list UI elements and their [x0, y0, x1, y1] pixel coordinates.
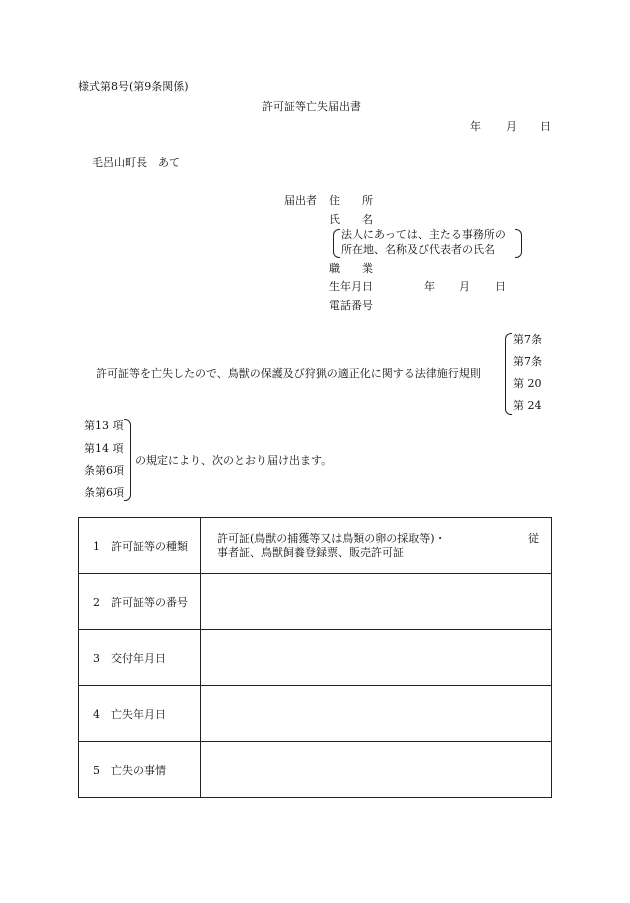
- permit-type-line-2: 事者証、鳥獣飼養登録票、販売許可証: [217, 545, 404, 559]
- paragraph-1: 第13 項: [84, 419, 124, 432]
- name-label: 氏 名: [329, 213, 373, 226]
- permit-type-line-1-tail: 従: [528, 531, 539, 545]
- occupation-label: 職 業: [329, 262, 373, 275]
- table-row: [79, 686, 552, 742]
- row-label: 5 亡失の事情: [79, 742, 201, 798]
- body-closing-text: の規定により、次のとおり届け出ます。: [135, 454, 333, 467]
- row-label: 3 交付年月日: [79, 630, 201, 686]
- paragraph-2: 第14 項: [84, 442, 124, 455]
- birth-month-label: 月: [459, 280, 470, 293]
- birthdate-label: 生年月日: [329, 280, 373, 293]
- paragraphs-bracket: [124, 419, 131, 501]
- corp-note-line-1: 法人にあっては、主たる事務所の: [341, 228, 506, 241]
- paragraph-3: 条第6項: [84, 464, 124, 477]
- document-title: 許可証等亡失届出書: [262, 100, 361, 113]
- date-day-label: 日: [540, 120, 551, 133]
- addressee: 毛呂山町長 あて: [92, 156, 180, 169]
- row-label: 4 亡失年月日: [79, 686, 201, 742]
- corp-note-line-2: 所在地、名称及び代表者の氏名: [341, 243, 495, 256]
- loss-date-field[interactable]: [201, 686, 552, 742]
- birth-year-label: 年: [424, 280, 435, 293]
- corp-note-left-bracket: [333, 229, 340, 258]
- article-1: 第7条: [513, 333, 542, 346]
- article-2: 第7条: [513, 355, 542, 368]
- permit-type-value: [201, 518, 552, 574]
- birth-day-label: 日: [495, 280, 506, 293]
- table-row: [79, 574, 552, 630]
- article-4: 第 24: [513, 399, 542, 412]
- table-row: [79, 518, 552, 574]
- loss-circumstances-field[interactable]: [201, 742, 552, 798]
- permit-number-field[interactable]: [201, 574, 552, 630]
- paragraph-4: 条第6項: [84, 486, 124, 499]
- permit-type-line-1: 許可証(鳥獣の捕獲等又は鳥類の卵の採取等)・: [217, 531, 446, 545]
- body-main-text: 許可証等を亡失したので、鳥獣の保護及び狩猟の適正化に関する法律施行規則: [96, 367, 481, 380]
- form-number: 様式第8号(第9条関係): [78, 80, 189, 93]
- article-3: 第 20: [513, 377, 542, 390]
- date-month-label: 月: [506, 120, 517, 133]
- address-label: 住 所: [329, 194, 373, 207]
- corp-note-right-bracket: [515, 229, 522, 258]
- phone-label: 電話番号: [329, 299, 373, 312]
- table-row: [79, 742, 552, 798]
- issue-date-field[interactable]: [201, 630, 552, 686]
- applicant-label: 届出者: [284, 194, 317, 207]
- row-label: 1 許可証等の種類: [79, 518, 201, 574]
- date-year-label: 年: [470, 120, 481, 133]
- row-label: 2 許可証等の番号: [79, 574, 201, 630]
- table-row: [79, 630, 552, 686]
- articles-bracket: [505, 333, 512, 415]
- items-table: [78, 517, 552, 798]
